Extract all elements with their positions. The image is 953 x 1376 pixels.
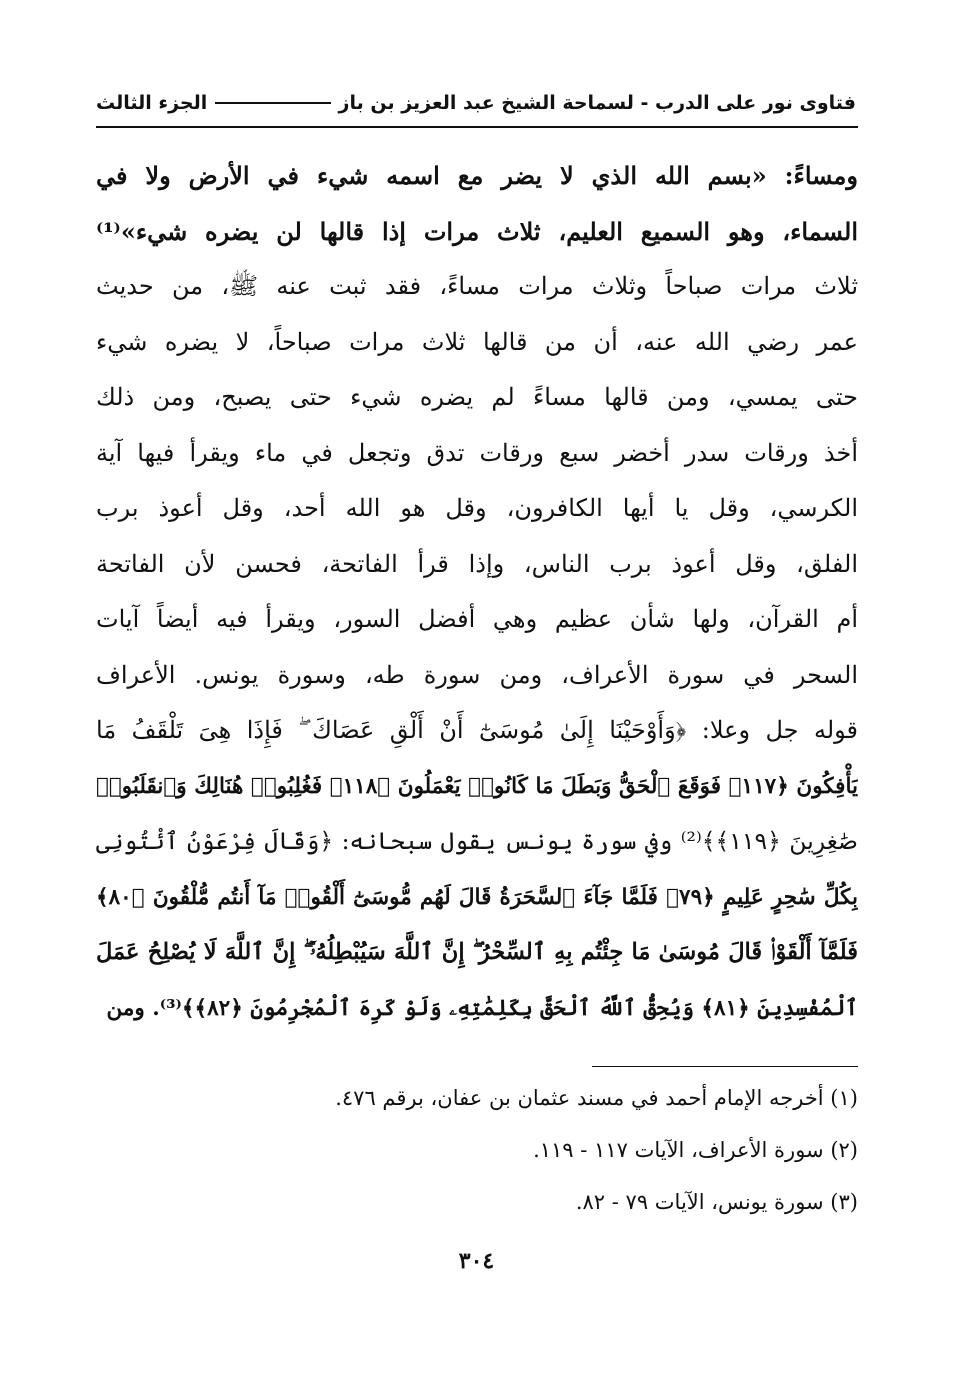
text-line-5: حتى يمسي، ومن قالها مساءً لم يضره شيء حتى يصبح، ومن ذلك (96, 383, 858, 411)
header-dash-rule (215, 102, 330, 104)
text-line-1: ومساءً: «بسم الله الذي لا يضر مع اسمه شيء في الأرض ولا في (96, 161, 858, 190)
quran-line-12: يَأْفِكُونَ ﴿١١٧﴾ فَوَقَعَ ٱلْحَقُّ وَبَطَلَ مَا كَانُوا۟ يَعْمَلُونَ ﴿١١٨﴾ فَغُلِبُوا۟ هُنَالِكَ وَٱنقَلَبُوا۟ (96, 773, 858, 799)
text-line-13: صَٰغِرِينَ ﴿١١٩﴾﴾⁽²⁾ وفي سورة يونس يقول سبحانه: ﴿وَقَالَ فِرْعَوْنُ ٱئْتُونِى (96, 827, 858, 855)
footnote-2: (٢) سورة الأعراف، الآيات ١١٧ - ١١٩. (533, 1138, 858, 1162)
volume-label: الجزء الثالث (96, 92, 208, 114)
text-line-2: السماء، وهو السميع العليم، ثلاث مرات إذا قالها لن يضره شيء»⁽¹⁾ (96, 216, 858, 246)
footnote-separator (592, 1066, 858, 1067)
footnote-1: (١) أخرجه الإمام أحمد في مسند عثمان بن عفان، برقم ٤٧٦. (335, 1086, 858, 1110)
quran-line-15: فَلَمَّآ أَلْقَوْا۟ قَالَ مُوسَىٰ مَا جِئْتُم بِهِ ٱلسِّحْرُ ۖ إِنَّ ٱللَّهَ سَيُبْطِلُهُۥٓ ۖ إِنَّ ٱللَّهَ لَا يُصْلِحُ عَمَلَ (96, 939, 858, 965)
text-line-3: ثلاث مرات صباحاً وثلاث مرات مساءً، فقد ثبت عنه ﷺ، من حديث (96, 272, 858, 300)
page-number: ٣٠٤ (458, 1248, 495, 1274)
running-header (96, 86, 856, 120)
text-line-4: عمر رضي الله عنه، أن من قالها ثلاث مرات صباحاً، لا يضره شيء (96, 327, 858, 356)
footnotes (96, 1072, 858, 1228)
main-text (96, 148, 858, 1036)
text-line-7: الكرسي، وقل يا أيها الكافرون، وقل هو الله أحد، وقل أعوذ برب (96, 494, 858, 522)
quran-line-14: بِكُلِّ سَٰحِرٍ عَلِيمٍ ﴿٧٩﴾ فَلَمَّا جَآءَ ٱلسَّحَرَةُ قَالَ لَهُم مُّوسَىٰٓ أَلْقُوا۟ مَآ أَنتُم مُّلْقُونَ ﴿٨٠﴾ (96, 884, 858, 910)
book-title: فتاوى نور على الدرب - لسماحة الشيخ عبد العزيز بن باز (338, 92, 856, 114)
text-line-9: أم القرآن، ولها شأن عظيم وهي أفضل السور، ويقرأ فيه أيضاً آيات (96, 605, 858, 633)
text-line-10: السحر في سورة الأعراف، ومن سورة طه، وسورة يونس. الأعراف (96, 660, 858, 689)
quran-line-16: ٱلْمُفْسِدِينَ ﴿٨١﴾ وَيُحِقُّ ٱللَّهُ ٱلْحَقَّ بِكَلِمَٰتِهِۦ وَلَوْ كَرِهَ ٱلْمُجْرِمُونَ ﴿٨٢﴾﴾⁽³⁾. ومن (106, 995, 858, 1021)
header-divider (96, 126, 858, 128)
footnote-3: (٣) سورة يونس، الآيات ٧٩ - ٨٢. (575, 1190, 858, 1214)
text-line-8: الفلق، وقل أعوذ برب الناس، وإذا قرأ الفاتحة، فحسن لأن الفاتحة (96, 549, 858, 578)
text-line-6: أخذ ورقات سدر أخضر سبع ورقات تدق وتجعل في ماء ويقرأ فيها آية (96, 438, 858, 467)
text-line-11: قوله جل وعلا: ﴿وَأَوْحَيْنَا إِلَىٰ مُوسَىٰٓ أَنْ أَلْقِ عَصَاكَ ۖ فَإِذَا هِىَ تَلْقَفُ مَا (96, 716, 858, 744)
